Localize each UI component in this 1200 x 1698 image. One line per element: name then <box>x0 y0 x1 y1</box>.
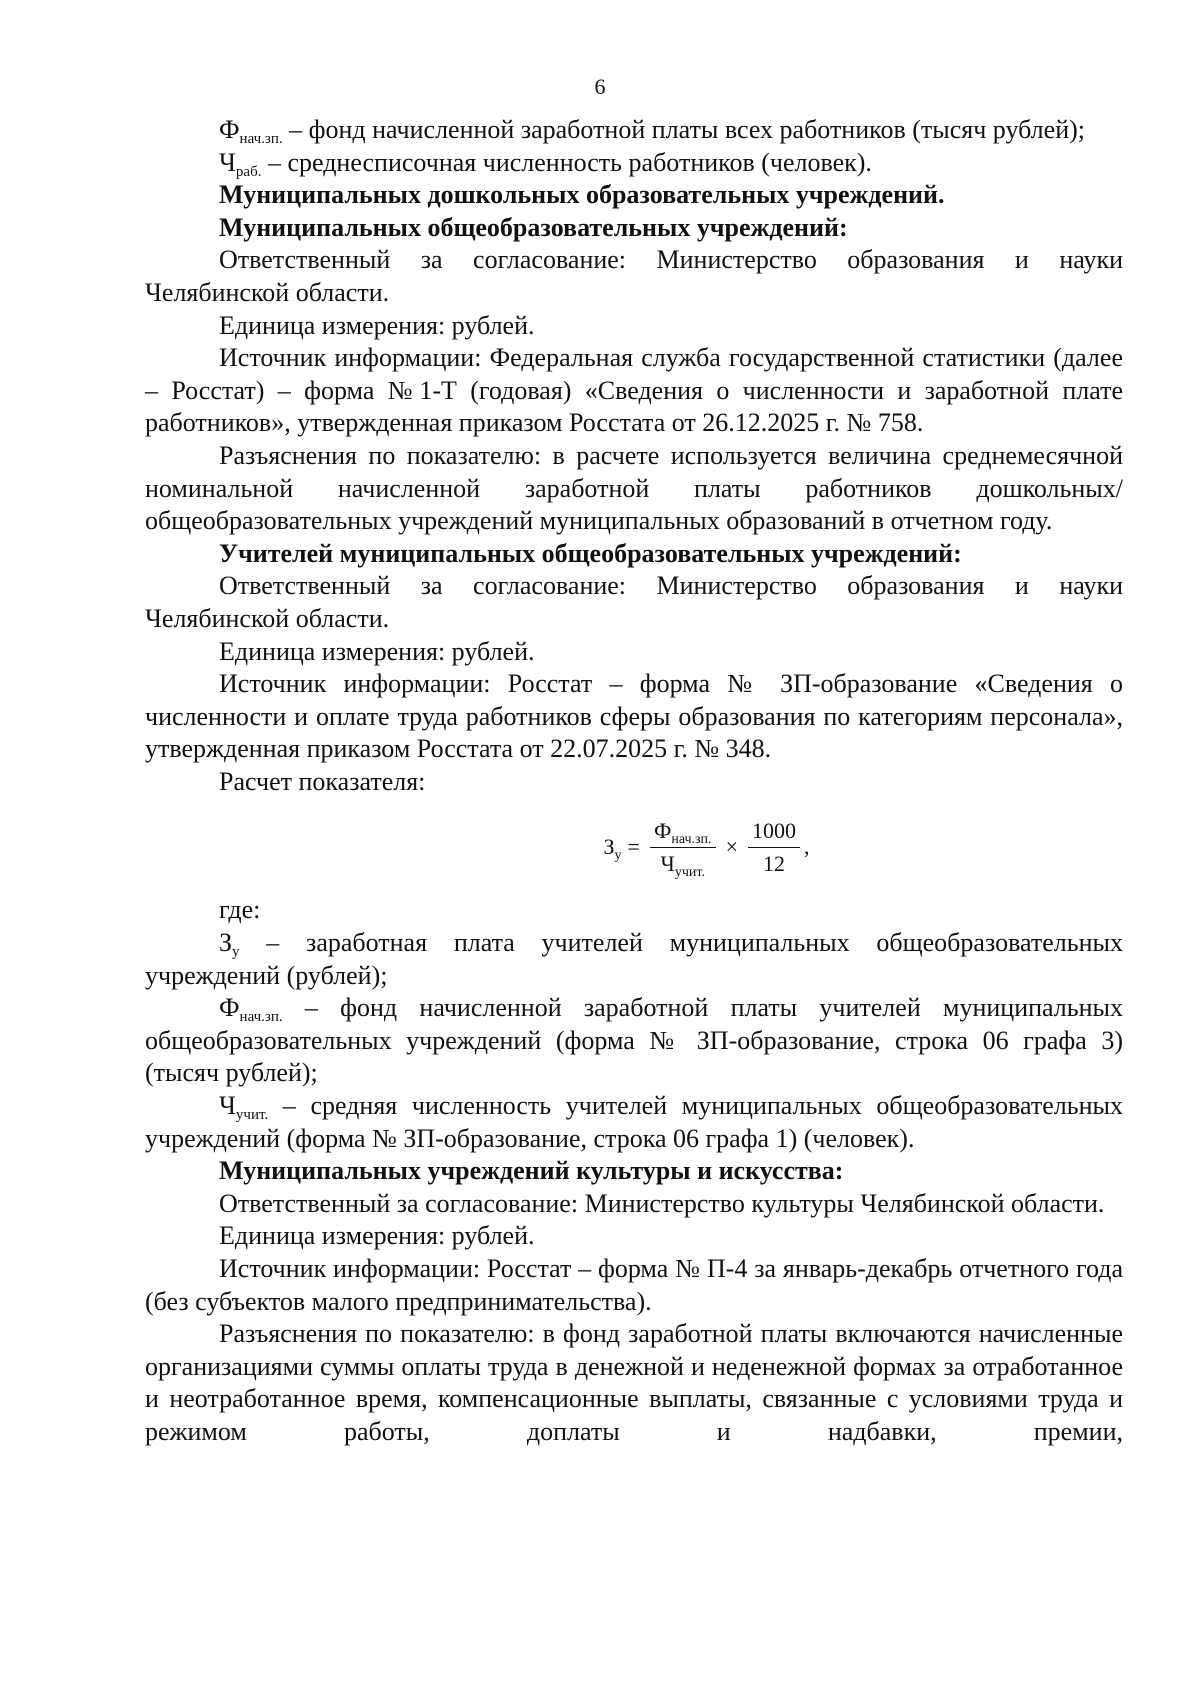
formula-times: × <box>725 834 738 860</box>
unit-of-measure: Единица измерения: рублей. <box>219 1221 535 1251</box>
symbol-subscript: нач.зп. <box>239 1009 283 1026</box>
formula-tail: , <box>803 834 810 860</box>
calculation-label: Расчет показателя: <box>219 766 426 796</box>
definition-chrab <box>145 147 1123 180</box>
definition-fnach-teachers <box>145 992 1123 1090</box>
formula-numerator: $Ф_{нач.зп.}$ <box>650 818 716 848</box>
page-number: 6 <box>594 74 606 99</box>
definition-zu <box>145 927 1123 992</box>
formula-denominator: $Ч_{учит.}$ <box>660 850 705 880</box>
unit-of-measure: Единица измерения: рублей. <box>219 636 535 666</box>
symbol: З <box>219 928 233 958</box>
symbol-subscript: учит. <box>235 1107 269 1124</box>
formula-fraction-fund <box>650 817 716 880</box>
section-heading-culture: Муниципальных учреждений культуры и искусства: <box>219 1156 844 1186</box>
information-source: Источник информации: Росстат – форма № П-4 за январь-декабрь отчетного года (без субъектов малого предпринимательства). <box>145 1254 1123 1316</box>
formula-equals: = <box>627 834 640 860</box>
document-body <box>145 114 1123 1449</box>
formula-denominator: 12 <box>762 850 785 876</box>
information-source: Источник информации: Федеральная служба государственной статистики (далее – Росстат) – форма №1-Т (годовая) «Сведения о численности и заработной плате работников», утвержденная приказом Росстата от 26.12.2025 г. № 758. <box>145 343 1123 438</box>
symbol-subscript: раб. <box>235 163 262 180</box>
section-heading-preschool: Муниципальных дошкольных образовательных учреждений. <box>219 180 945 210</box>
section-heading-general-education: Муниципальных общеобразовательных учреждений: <box>219 212 848 242</box>
definition-text: – фонд начисленной заработной платы учителей муниципальных общеобразовательных учреждений (форма № ЗП-образование, строка 06 графа 3) (тысяч рублей); <box>145 993 1123 1088</box>
information-source: Источник информации: Росстат – форма № ЗП-образование «Сведения о численности и оплате труда работников сферы образования по категориям персонала», утвержденная приказом Росстата от 22.07.2025 г. № 348. <box>145 669 1123 764</box>
definition-text: – среднесписочная численность работников (человек). <box>261 147 872 177</box>
definition-text: – фонд начисленной заработной платы всех работников (тысяч рублей); <box>282 115 1085 144</box>
definition-chuchit <box>145 1090 1123 1155</box>
symbol-subscript: нач.зп. <box>239 131 283 147</box>
symbol: Ч <box>219 147 236 177</box>
unit-of-measure: Единица измерения: рублей. <box>219 310 535 340</box>
responsible-party: Ответственный за согласование: Министерство культуры Челябинской области. <box>219 1188 1105 1218</box>
formula-numerator: 1000 <box>748 818 800 848</box>
responsible-party: Ответственный за согласование: Министерство образования и науки Челябинской области. <box>145 571 1123 633</box>
symbol: Ф <box>219 993 240 1023</box>
definition-text: – средняя численность учителей муниципальных общеобразовательных учреждений (форма № ЗП-образование, строка 06 графа 1) (человек). <box>145 1091 1123 1153</box>
symbol: Ф <box>219 115 240 144</box>
definition-fnach <box>145 114 1123 147</box>
teacher-salary-formula <box>145 804 1123 890</box>
formula-fraction-scale <box>748 818 800 877</box>
indicator-explanation: Разъяснения по показателю: в расчете используется величина среднемесячной номинальной начисленной заработной платы работников дошкольных/общеобразовательных учреждений муниципальных образований в отчетном году. <box>145 440 1123 536</box>
symbol: Ч <box>219 1091 236 1121</box>
symbol-subscript: у <box>232 944 240 961</box>
indicator-explanation: Разъяснения по показателю: в фонд заработной платы включаются начисленные организациями суммы оплаты труда в денежной и неденежной формах за отработанное и неотработанное время, компенсационные выплаты, связанные с условиями труда и режимом работы, доплаты и надбавки, премии, <box>145 1319 1123 1446</box>
responsible-party: Ответственный за согласование: Министерство образования и науки Челябинской области. <box>145 245 1123 307</box>
section-heading-teachers: Учителей муниципальных общеобразовательных учреждений: <box>219 538 962 568</box>
formula-lhs: $З_у$ <box>603 834 622 864</box>
where-label: где: <box>219 895 261 925</box>
definition-text: – заработная плата учителей муниципальных общеобразовательных учреждений (рублей); <box>145 928 1123 990</box>
